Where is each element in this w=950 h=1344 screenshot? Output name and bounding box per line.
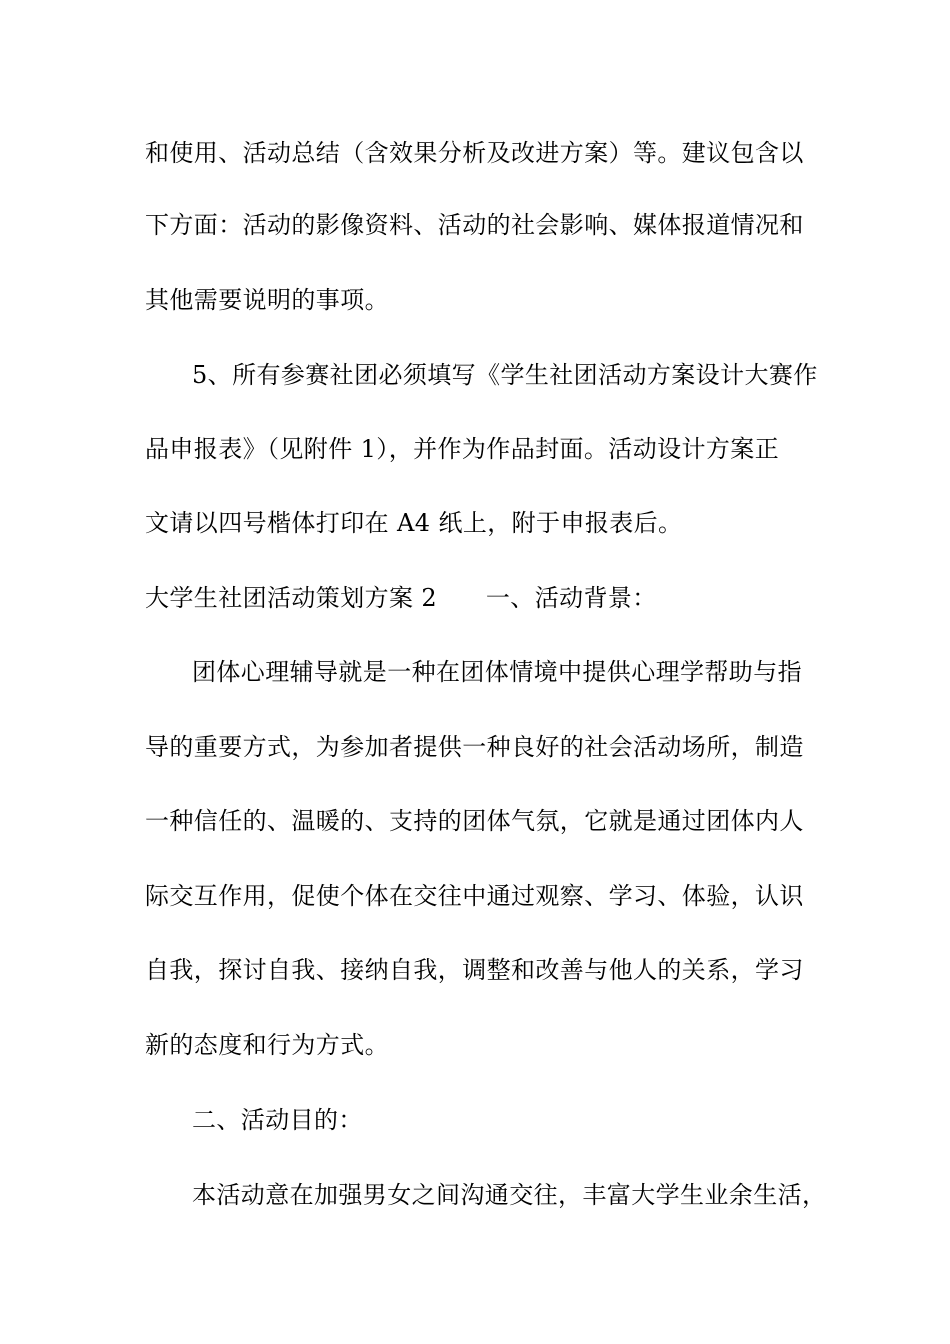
paragraph-line: 本活动意在加强男女之间沟通交往，丰富大学生业余生活， [192,1181,827,1209]
paragraph-line: 新的态度和行为方式。 [145,1031,389,1059]
paragraph-line: 5、所有参赛社团必须填写《学生社团活动方案设计大赛作 [192,361,818,389]
section-heading: 大学生社团活动策划方案 2 一、活动背景： [145,584,657,612]
paragraph-line: 品申报表》（见附件 1），并作为作品封面。活动设计方案正 [145,435,780,463]
paragraph-line: 自我，探讨自我、接纳自我，调整和改善与他人的关系，学习 [145,956,804,984]
paragraph-line: 下方面：活动的影像资料、活动的社会影响、媒体报道情况和 [145,211,804,239]
paragraph-line: 团体心理辅导就是一种在团体情境中提供心理学帮助与指 [192,658,802,686]
paragraph-line: 和使用、活动总结（含效果分析及改进方案）等。建议包含以 [145,139,804,167]
paragraph-line: 其他需要说明的事项。 [145,286,389,314]
paragraph-line: 际交互作用，促使个体在交往中通过观察、学习、体验，认识 [145,882,804,910]
paragraph-line: 文请以四号楷体打印在 A4 纸上，附于申报表后。 [145,509,683,537]
section-heading: 二、活动目的： [192,1106,363,1134]
paragraph-line: 导的重要方式，为参加者提供一种良好的社会活动场所，制造 [145,733,804,761]
paragraph-line: 一种信任的、温暖的、支持的团体气氛，它就是通过团体内人 [145,807,804,835]
